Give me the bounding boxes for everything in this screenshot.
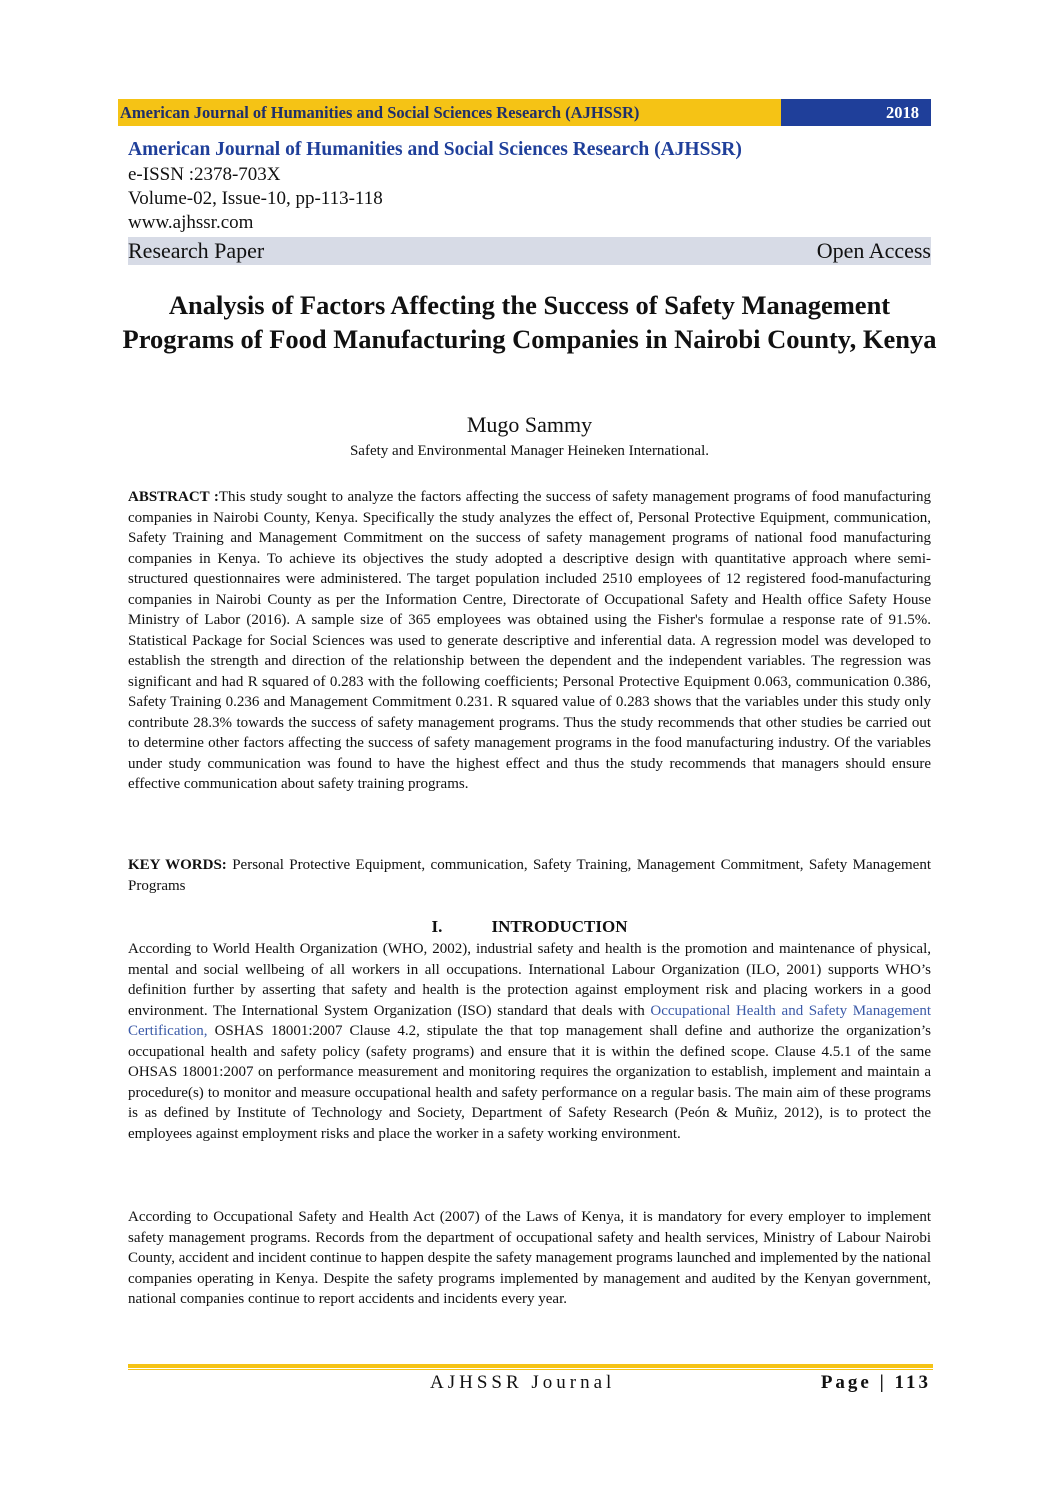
footer-page-number: Page | 113 (820, 1372, 931, 1393)
author-affiliation: Safety and Environmental Manager Heineken International. (349, 443, 710, 459)
keywords (128, 855, 931, 896)
intro-paragraph-2: According to Occupational Safety and Health Act (2007) of the Laws of Kenya, it is mandatory for every employer to implement safety management programs. Records from the department of occupational safety and health services, Ministry of Labour Nairobi County, accident and incident continue to happen despite the safety management programs launched and implemented by the national companies operating in Kenya. Despite the safety programs implemented by management and audited by the Kenyan government, national companies continue to report accidents and incidents every year. (128, 1209, 931, 1307)
author-name: Mugo Sammy (466, 412, 593, 437)
running-header-year: 2018 (781, 99, 931, 126)
abstract (128, 487, 931, 795)
paper-title: Analysis of Factors Affecting the Success of Safety Management Programs of Food Manufacturing Companies in Nairobi County, Kenya (122, 290, 937, 354)
intro-p1-text-a: According to World Health Organization (WHO, 2002), industrial safety and health is the promotion and maintenance of physical, mental and social wellbeing of all workers in all occupations. International Labour Organization (ILO, 2001) supports WHO’s definition further by asserting that safety and health is the protection against employment risk and placing workers in a good environment. The International System Organization (ISO) standard that deals with (128, 941, 931, 1019)
footer-rule-thin (128, 1369, 933, 1370)
keywords-label: KEY WORDS: (128, 857, 227, 873)
journal-website: www.ajhssr.com (128, 212, 254, 233)
footer-rule (128, 1364, 933, 1368)
intro-paragraph-1 (128, 939, 931, 1144)
section-title: INTRODUCTION (491, 917, 628, 936)
footer-journal: AJHSSR Journal (430, 1372, 616, 1393)
intro-p1-link: Occupational Health and Safety Management Certification, (128, 1002, 932, 1039)
journal-info (128, 137, 931, 265)
journal-issn: e-ISSN :2378-703X (128, 164, 281, 185)
journal-volume: Volume-02, Issue-10, pp-113-118 (128, 188, 383, 209)
access-type: Open Access (816, 238, 931, 263)
section-heading (128, 917, 931, 937)
abstract-text: This study sought to analyze the factors affecting the success of safety management programs of food manufacturing companies in Nairobi County, Kenya. Specifically the study analyzes the effect of, Personal Protective Equipment, communication, Safety Training and Management Commitment on the success of safety management programs of national food manufacturing companies in Kenya. To achieve its objectives the study adopted a descriptive design with quantitative approach where semi-structured questionnaires were administered. The target population included 2510 employees of 12 registered food-manufacturing companies in Nairobi County as per the Information Centre, Directorate of Occupational Safety and Health office Safety House Ministry of Labor (2016). A sample size of 365 employees was obtained using the Fisher's formulae a response rate of 91.5%. Statistical Package for Social Sciences was used to generate descriptive and inferential data. A regression model was developed to establish the strength and direction of the relationship between the dependent and the independent variables. The regression was significant and had R squared of 0.283 with the following coefficients; Personal Protective Equipment 0.063, communication 0.386, Safety Training 0.236 and Management Commitment 0.231. R squared value of 0.283 shows that the variables under this study only contribute 28.3% towards the success of safety management programs. Thus the study recommends that other studies be carried out to determine other factors affecting the success of safety management programs in the food manufacturing industry. Of the variables under study communication was found to have the highest effect and thus the study recommends that managers should ensure effective communication about safety training programs. (128, 489, 931, 792)
paper-type-bar (128, 237, 931, 265)
paper-type: Research Paper (128, 238, 265, 263)
keywords-text: Personal Protective Equipment, communication, Safety Training, Management Commitment, Safety Management Programs (128, 857, 931, 894)
abstract-label: ABSTRACT : (128, 489, 219, 505)
journal-name: American Journal of Humanities and Social Sciences Research (AJHSSR) (128, 139, 742, 160)
section-number: I. (431, 917, 443, 936)
intro-p1-text-b: OSHAS 18001:2007 Clause 4.2, stipulate the that top management shall define and authorize the organization’s occupational health and safety policy (safety programs) and ensure that it is within the defined scope. Clause 4.5.1 of the same OHSAS 18001:2007 on performance measurement and monitoring requires the organization to establish, implement and maintain a procedure(s) to monitor and measure occupational health and safety performance on a regular basis. The main aim of these programs is as defined by Institute of Technology and Society, Department of Safety Research (Peón & Muñiz, 2012), is to protect the employees against employment risks and place the worker in a safety working environment. (128, 1023, 931, 1142)
running-header-journal: American Journal of Humanities and Social Sciences Research (AJHSSR) (118, 99, 781, 126)
running-header (118, 99, 931, 126)
